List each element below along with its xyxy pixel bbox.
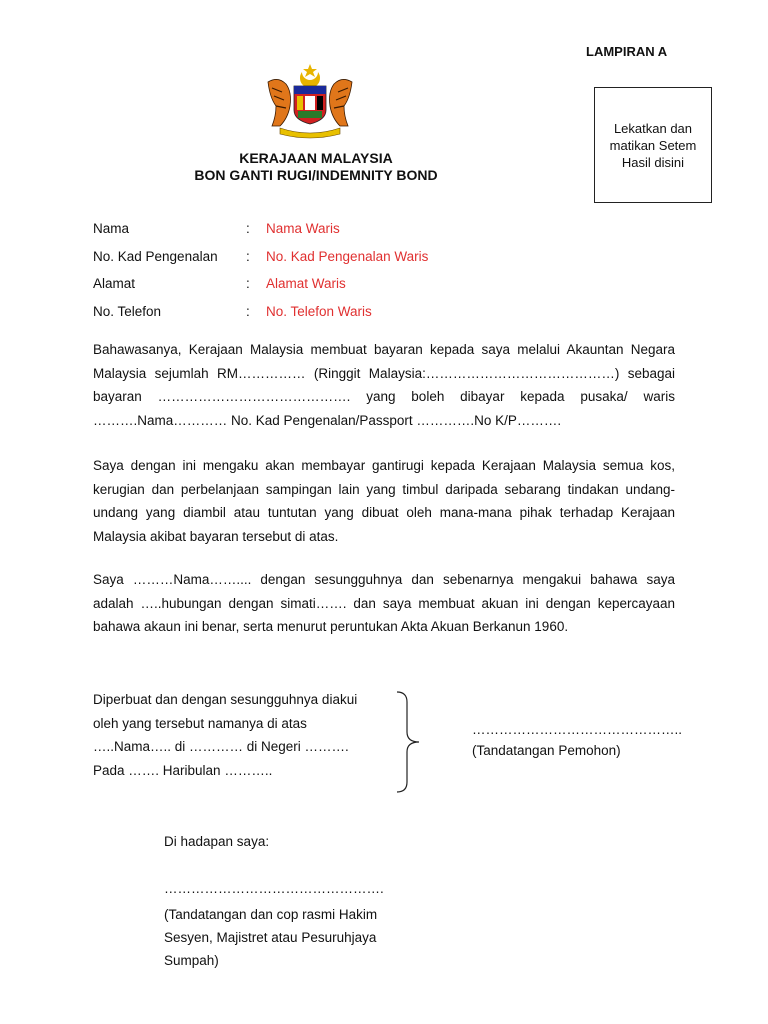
declaration-block	[93, 688, 393, 782]
field-colon: :	[246, 249, 250, 264]
field-value-address[interactable]: Alamat Waris	[266, 276, 346, 291]
field-colon: :	[246, 304, 250, 319]
declaration-line: Diperbuat dan dengan sesungguhnya diakui	[93, 692, 358, 707]
field-label: Nama	[93, 221, 130, 236]
title-line-2: BON GANTI RUGI/INDEMNITY BOND	[194, 167, 438, 183]
field-value-ic-number[interactable]: No. Kad Pengenalan Waris	[266, 249, 429, 264]
paragraph-declaration: Saya ………Nama…….... dengan sesungguhnya dan sebenarnya mengakui bahawa saya adalah …..hubungan dengan simati……. dan saya membuat akuan ini dengan kepercayaan bahawa akaun ini benar, serta menurut peruntukan Akta Akuan Berkanun 1960.	[93, 572, 675, 634]
witness-heading: Di hadapan saya:	[164, 834, 270, 849]
field-label: No. Telefon	[93, 304, 162, 319]
declaration-line: …..Nama….. di ………… di Negeri ……….	[93, 739, 349, 754]
title-line-1: KERAJAAN MALAYSIA	[239, 150, 393, 166]
paragraph-indemnity: Saya dengan ini mengaku akan membayar gantirugi kepada Kerajaan Malaysia semua kos, kerugian dan perbelanjaan sampingan lain yang timbul daripada sebarang tindakan undang-undang yang diambil atau tuntutan yang dibuat oleh mana-mana pihak terhadap Kerajaan Malaysia akibat bayaran tersebut di atas.	[93, 458, 675, 544]
applicant-signature-label: (Tandatangan Pemohon)	[472, 743, 621, 758]
field-label: No. Kad Pengenalan	[93, 249, 218, 264]
curly-brace-icon	[393, 690, 425, 794]
coat-of-arms-emblem	[258, 62, 362, 142]
stamp-instruction: Lekatkan dan matikan Setem Hasil disini	[609, 120, 697, 170]
field-value-phone[interactable]: No. Telefon Waris	[266, 304, 372, 319]
stamp-box	[594, 87, 712, 203]
field-colon: :	[246, 276, 250, 291]
document-title	[160, 150, 472, 184]
witness-signature-line[interactable]: ………………………………………….	[164, 881, 384, 896]
field-value-name[interactable]: Nama Waris	[266, 221, 340, 236]
declaration-line: oleh yang tersebut namanya di atas	[93, 715, 307, 731]
declaration-line: Pada ……. Haribulan ………..	[93, 762, 273, 778]
applicant-signature-line[interactable]: ………………………………………..	[472, 722, 683, 737]
field-colon: :	[246, 221, 250, 236]
field-label: Alamat	[93, 276, 136, 291]
paragraph-payment: Bahawasanya, Kerajaan Malaysia membuat bayaran kepada saya melalui Akauntan Negara Malaysia sejumlah RM…………… (Ringgit Malaysia:……………………………………) sebagai bayaran ……………………………………. yang boleh dibayar kepada pusaka/ waris ……….Nama………… No. Kad Pengenalan/Passport ………….No K/P……….	[93, 342, 675, 428]
witness-signature-label: (Tandatangan dan cop rasmi Hakim Sesyen, Majistret atau Pesuruhjaya Sumpah)	[164, 907, 378, 968]
attachment-label: LAMPIRAN A	[586, 44, 668, 59]
